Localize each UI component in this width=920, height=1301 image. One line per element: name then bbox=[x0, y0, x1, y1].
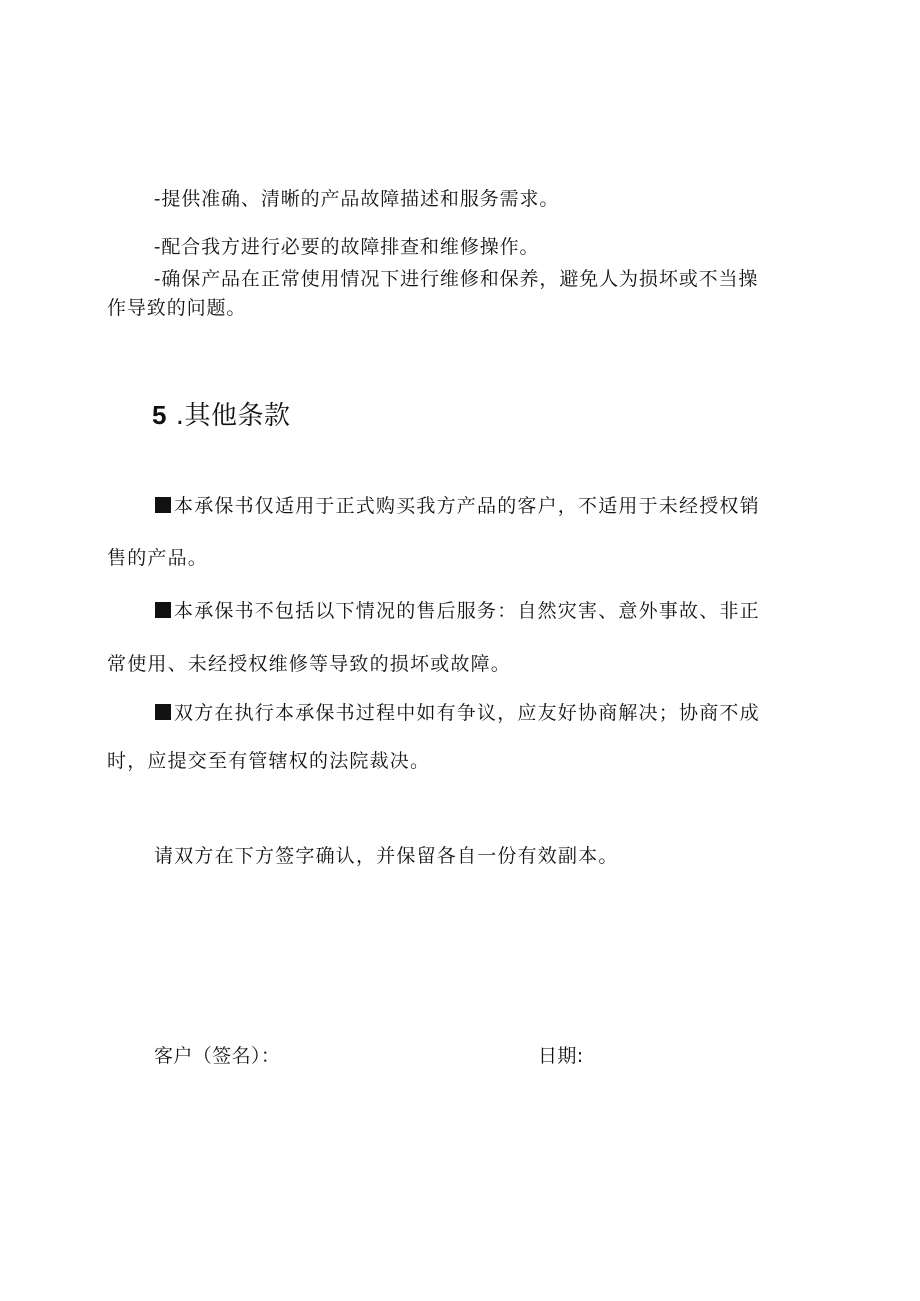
obligation-item-2: -配合我方进行必要的故障排查和维修操作。 bbox=[154, 236, 540, 258]
clause-3 bbox=[155, 702, 760, 724]
clause-1-text: 本承保书仅适用于正式购买我方产品的客户，不适用于未经授权销 bbox=[174, 495, 760, 517]
clause-2-text: 本承保书不包括以下情况的售后服务：自然灾害、意外事故、非正 bbox=[174, 600, 760, 622]
clause-3-text: 双方在执行本承保书过程中如有争议，应友好协商解决；协商不成 bbox=[174, 702, 760, 724]
obligation-item-3: -确保产品在正常使用情况下进行维修和保养，避免人为损坏或不当操 bbox=[154, 268, 759, 290]
clause-2-continued: 常使用、未经授权维修等导致的损坏或故障。 bbox=[107, 653, 512, 675]
clause-3-continued: 时，应提交至有管辖权的法院裁决。 bbox=[107, 750, 431, 772]
square-bullet-icon bbox=[155, 704, 171, 720]
obligation-item-3-continued: 作导致的问题。 bbox=[107, 297, 247, 319]
section-title: .其他条款 bbox=[175, 401, 291, 431]
square-bullet-icon bbox=[155, 602, 171, 618]
date-label: 日期: bbox=[538, 1045, 584, 1067]
obligation-item-1: -提供准确、清晰的产品故障描述和服务需求。 bbox=[154, 188, 560, 210]
clause-1 bbox=[155, 495, 760, 517]
clause-1-continued: 售的产品。 bbox=[107, 547, 209, 569]
section-heading bbox=[152, 400, 291, 431]
section-number: 5 bbox=[152, 400, 167, 430]
customer-signature-label: 客户（签名）： bbox=[154, 1045, 281, 1067]
closing-statement: 请双方在下方签字确认，并保留各自一份有效副本。 bbox=[154, 845, 619, 867]
square-bullet-icon bbox=[155, 497, 171, 513]
clause-2 bbox=[155, 600, 760, 622]
